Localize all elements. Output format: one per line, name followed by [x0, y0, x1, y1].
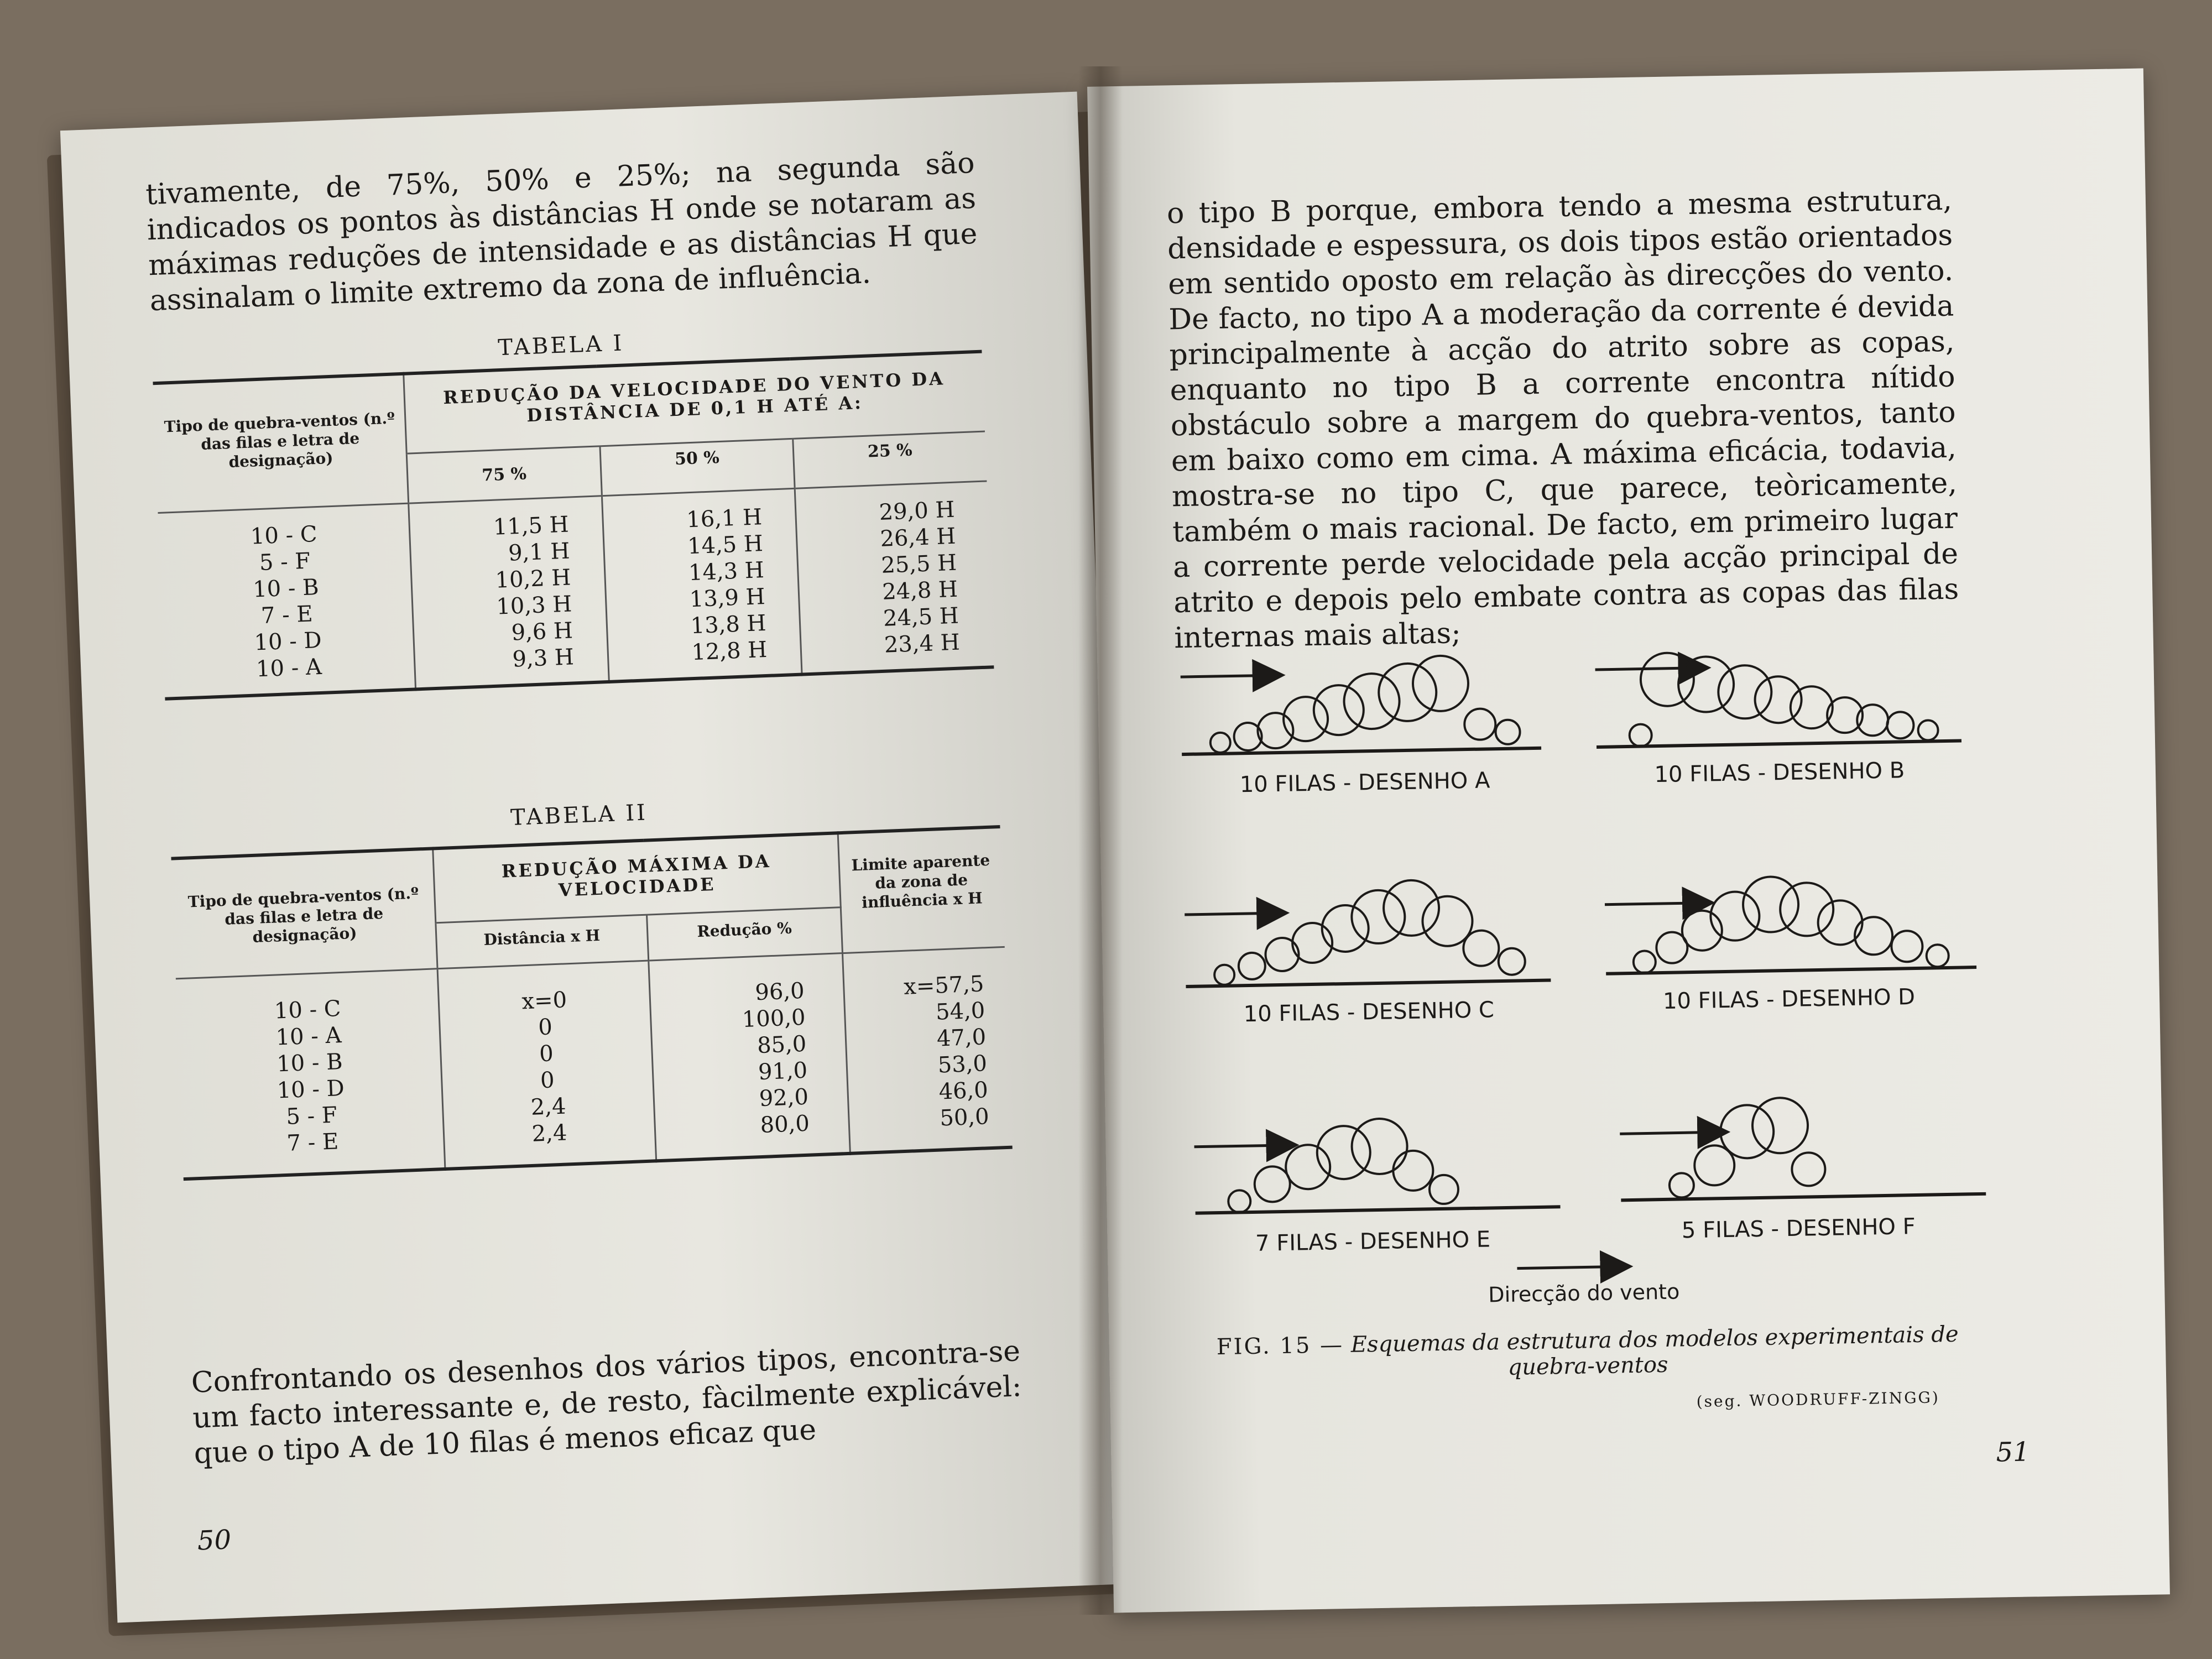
wind-arrow-icon — [1185, 913, 1284, 915]
figure-caption-text: Esquemas da estrutura dos modelos experimentais de quebra-ventos — [1350, 1321, 1959, 1380]
right-page-number: 51 — [1995, 1436, 2030, 1468]
right-paragraph: o tipo B porque, embora tendo a mesma estrutura, densidade e espessura, os dois tipos estão orientados em sentido oposto em relação às direcções do vento. De facto, no tipo A a moderação da corrente é devida principalmente à acção do atrito sobre as copas, enquanto no tipo B a corrente encontra nítido obstáculo sobre a margem do quebra-ventos, tanto em baixo como em cima. A máxima eficácia, todavia, mostra-se no tipo C, que parece, teòricamente, também o mais racional. De facto, em primeiro lugar a corrente perde velocidade pela acção principal de atrito e depois pelo embate contra as copas das filas internas mais altas; — [1166, 183, 1959, 655]
table2 — [171, 825, 1012, 1181]
table-cell: 9,6 H — [510, 618, 573, 646]
trees-icon — [1213, 878, 1525, 985]
table-cell: 0 — [539, 1041, 554, 1067]
table-cell: 10,2 H — [494, 565, 572, 593]
figure-caption-prefix: FIG. 15 — — [1216, 1332, 1344, 1360]
left-paragraph-2: Confrontando os desenhos dos vários tipos, encontra-se um facto interessante e, de resto, fàcilmente explicável: que o tipo A de 10 filas é menos eficaz que — [190, 1334, 1022, 1470]
book-gutter — [1078, 66, 1123, 1615]
table-cell: 47,0 — [936, 1024, 987, 1052]
table1-col-75: 75 % — [406, 446, 602, 503]
ground-line — [1196, 1207, 1561, 1213]
table-row: 10 - D — [276, 1075, 345, 1104]
table-row: 10 - B — [276, 1048, 343, 1077]
left-page — [60, 92, 1134, 1623]
table-cell: 12,8 H — [691, 637, 768, 666]
trees-icon — [1209, 654, 1520, 753]
drawing-d-label: 10 FILAS - DESENHO D — [1662, 984, 1916, 1014]
table2-title: TABELA II — [510, 800, 648, 831]
table-cell: 80,0 — [759, 1110, 810, 1139]
wind-direction-label: Direcção do vento — [1488, 1279, 1680, 1307]
table-row: 7 - E — [286, 1129, 340, 1156]
drawing-e-label: 7 FILAS - DESENHO E — [1255, 1227, 1491, 1256]
wind-arrow-icon — [1194, 1145, 1294, 1147]
table1-title: TABELA I — [497, 330, 625, 361]
table1-col-50: 50 % — [600, 439, 795, 495]
table-cell: 14,5 H — [687, 531, 764, 560]
right-page — [1087, 69, 2170, 1613]
table2-type-header: Tipo de quebra-ventos (n.º das filas e letra de designação) — [171, 848, 438, 979]
table-row: 5 - F — [285, 1102, 338, 1130]
table-cell: 46,0 — [938, 1077, 989, 1105]
table-cell: x=0 — [521, 987, 567, 1015]
wind-arrow-icon — [1517, 1266, 1627, 1268]
table-cell: 13,8 H — [690, 610, 767, 639]
table-cell: 96,0 — [754, 978, 805, 1006]
table-cell: 54,0 — [935, 998, 986, 1025]
table2-group-header: REDUÇÃO MÁXIMA DA VELOCIDADE — [433, 833, 841, 923]
table-cell: 92,0 — [759, 1084, 809, 1112]
ground-line — [1182, 748, 1541, 754]
table-cell: 24,5 H — [883, 603, 959, 632]
table-cell: 91,0 — [758, 1057, 808, 1086]
wind-arrow-icon — [1605, 902, 1710, 904]
table-cell: 53,0 — [937, 1051, 988, 1078]
table2-col-limit: Limite aparente da zona de influência x H — [838, 827, 1005, 953]
table1-group-header: REDUÇÃO DA VELOCIDADE DO VENTO DA DISTÂNCIA DE 0,1 H ATÉ A: — [404, 352, 985, 454]
drawing-f-label: 5 FILAS - DESENHO F — [1681, 1214, 1916, 1244]
table-cell: 13,9 H — [689, 584, 766, 613]
table-cell: 0 — [540, 1067, 555, 1094]
ground-line — [1186, 980, 1551, 987]
trees-icon — [1628, 648, 1938, 747]
table-cell: 14,3 H — [688, 557, 765, 586]
table-cell: 24,8 H — [881, 576, 958, 605]
figure-credit: (seg. WOODRUFF-ZINGG) — [1696, 1388, 1940, 1411]
ground-line — [1606, 967, 1976, 974]
trees-icon — [1632, 874, 1949, 973]
drawing-d — [1604, 873, 1977, 1015]
drawing-e — [1194, 1115, 1561, 1257]
table-cell: 26,4 H — [879, 523, 957, 552]
drawing-c-label: 10 FILAS - DESENHO C — [1243, 997, 1495, 1027]
drawing-a — [1180, 654, 1542, 799]
table1-type-header: Tipo de quebra-ventos (n.º das filas e letra de designação) — [153, 374, 409, 513]
drawing-b-label: 10 FILAS - DESENHO B — [1654, 758, 1905, 788]
table-row: 10 - D — [253, 627, 322, 656]
table-row: 10 - C — [250, 521, 318, 550]
ground-line — [1597, 740, 1961, 747]
wind-arrow-icon — [1595, 668, 1706, 670]
drawing-a-label: 10 FILAS - DESENHO A — [1239, 768, 1490, 798]
table-cell: 100,0 — [742, 1004, 806, 1033]
windbreak-figure — [1175, 641, 1989, 1352]
table-cell: 2,4 — [530, 1093, 567, 1120]
table-cell: 11,5 H — [493, 512, 570, 540]
table-cell: 10,3 H — [495, 591, 572, 620]
table-cell: 25,5 H — [880, 550, 957, 578]
table-row: 10 - B — [252, 574, 320, 603]
drawing-c — [1184, 878, 1551, 1028]
table-cell: x=57,5 — [903, 971, 985, 1000]
drawing-b — [1595, 648, 1962, 788]
table-row: 5 - F — [259, 548, 311, 576]
drawing-f — [1619, 1094, 1989, 1245]
table-cell: 0 — [538, 1014, 553, 1041]
wind-arrow-icon — [1181, 675, 1280, 677]
trees-icon — [1668, 1097, 1825, 1198]
left-page-number: 50 — [196, 1524, 232, 1557]
table-row: 10 - C — [274, 996, 342, 1024]
table2-col-reduction: Redução % — [646, 907, 842, 961]
table-cell: 50,0 — [939, 1104, 990, 1131]
wind-arrow-icon — [1620, 1132, 1725, 1134]
table-cell: 85,0 — [757, 1031, 807, 1059]
table-row: 10 - A — [255, 654, 322, 682]
table-row: 10 - A — [275, 1022, 342, 1051]
table2-col-distance: Distância x H — [436, 915, 649, 969]
trees-icon — [1227, 1117, 1459, 1212]
table-cell: 2,4 — [531, 1120, 568, 1147]
table-cell: 9,3 H — [512, 644, 575, 672]
table1 — [153, 350, 994, 701]
table-cell: 23,4 H — [884, 629, 961, 658]
table-row: 7 - E — [260, 601, 314, 629]
table-cell: 29,0 H — [878, 497, 956, 525]
wind-legend — [1488, 1266, 1680, 1307]
table1-col-25: 25 % — [793, 431, 987, 488]
table-cell: 16,1 H — [686, 504, 763, 533]
left-paragraph-1: tivamente, de 75%, 50% e 25%; na segunda são indicados os pontos às distâncias H onde se notaram as máximas reduções de intensidade e as distâncias H que assinalam o limite extremo da zona de influência. — [145, 146, 978, 318]
table-cell: 9,1 H — [508, 538, 571, 566]
